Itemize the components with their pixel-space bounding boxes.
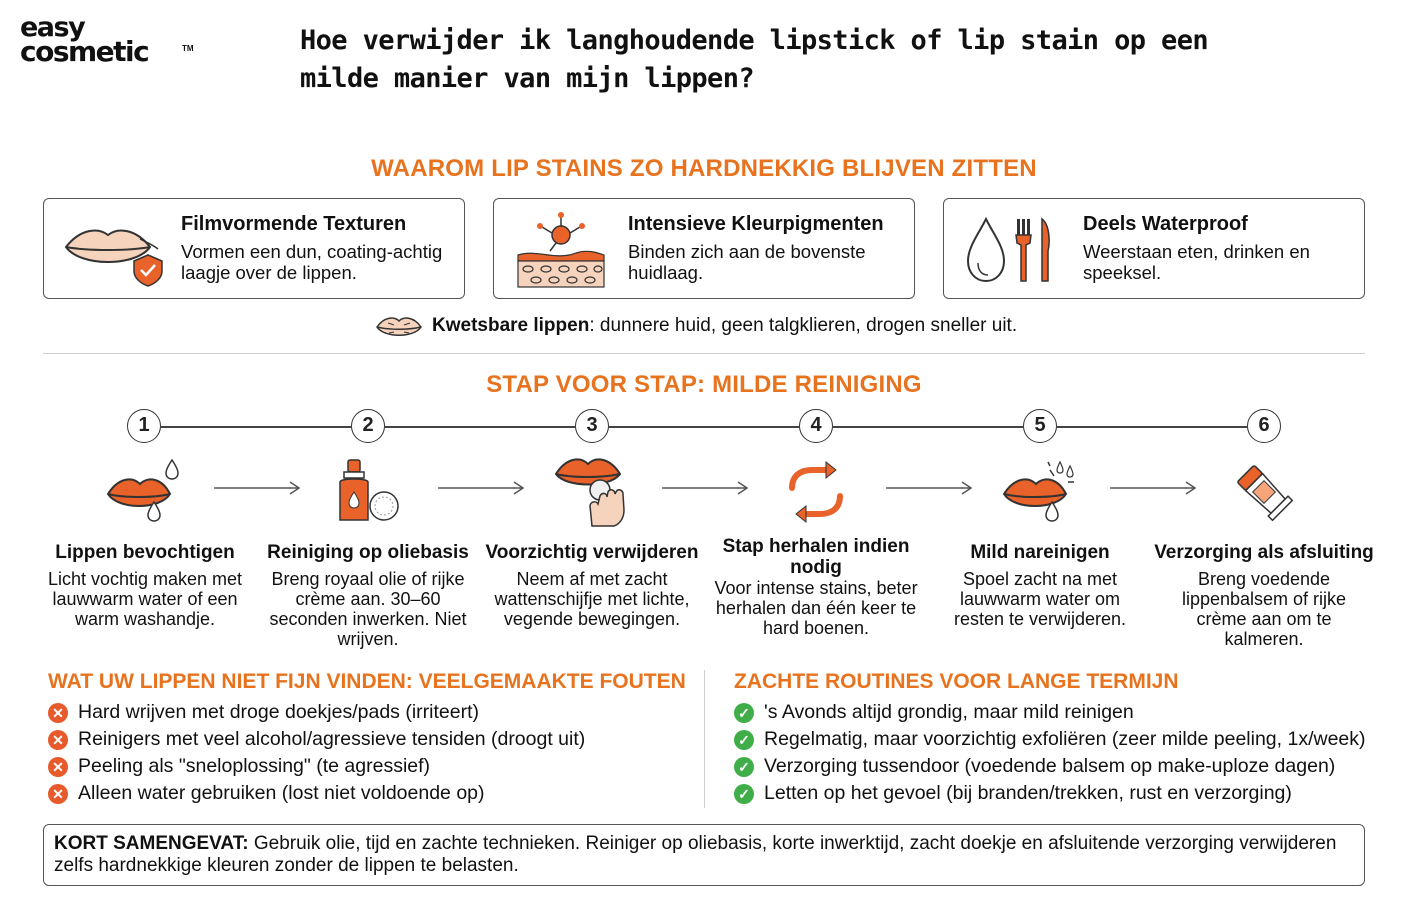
logo-line-2: cosmetic (20, 35, 149, 68)
mistake-text: Peeling als "sneloplossing" (te agressief) (78, 755, 431, 777)
mistake-item (48, 755, 688, 779)
card-text: Weerstaan eten, drinken en speeksel. (1083, 241, 1310, 283)
why-heading: WAAROM LIP STAINS ZO HARDNEKKIG BLIJVEN ZITTEN (371, 155, 1037, 182)
steps-heading: STAP VOOR STAP: MILDE REINIGING (486, 371, 922, 398)
routine-item (734, 701, 1394, 725)
step-arrow-icon (660, 478, 750, 498)
mistake-text: Hard wrijven met droge doekjes/pads (irriteert) (78, 701, 479, 723)
step-title: Stap herhalen indien nodig (722, 536, 910, 578)
routine-text: 's Avonds altijd grondig, maar mild reinigen (764, 701, 1134, 723)
card-text: Binden zich aan de bovenste huidlaag. (628, 241, 866, 283)
step-arrow-icon (1108, 478, 1198, 498)
step-text: Spoel zacht na met lauwwarm water om resten te verwijderen. (953, 569, 1127, 629)
routine-text: Letten op het gevoel (bij branden/trekken, rust en verzorging) (764, 782, 1292, 804)
note-bold: Kwetsbare lippen (432, 315, 590, 336)
routine-item (734, 728, 1394, 752)
summary-text: Gebruik olie, tijd en zachte technieken. Reiniger op oliebasis, korte inwerktijd, zacht doekje en afsluitende verzorging verwijderen zelfs hardnekkige kleuren zonder de lippen te belasten. (54, 833, 1337, 876)
step-arrow-icon (212, 478, 302, 498)
routine-text: Verzorging tussendoor (voedende balsem op make-uploze dagen) (764, 755, 1336, 777)
step-text: Neem af met zacht wattenschijfje met lichte, vegende bewegingen. (494, 569, 690, 629)
step-text: Licht vochtig maken met lauwwarm water of een warm washandje. (47, 569, 243, 629)
step-text: Breng royaal olie of rijke crème aan. 30–60 seconden inwerken. Niet wrijven. (269, 569, 467, 649)
timeline-connector (385, 426, 575, 428)
check-circle-icon: ✓ (734, 784, 754, 804)
column-divider (704, 670, 705, 808)
step-arrow-icon (436, 478, 526, 498)
mistake-text: Alleen water gebruiken (lost niet voldoende op) (78, 782, 485, 804)
routine-text: Regelmatig, maar voorzichtig exfoliëren (zeer milde peeling, 1x/week) (764, 728, 1366, 750)
mistake-text: Reinigers met veel alcohol/agressieve tensiden (droogt uit) (78, 728, 586, 750)
step-number: 6 (1247, 409, 1281, 443)
note-text (432, 315, 1017, 337)
routine-item (734, 755, 1394, 779)
summary-label: KORT SAMENGEVAT: (54, 833, 249, 854)
mistake-item (48, 701, 688, 725)
step-number: 5 (1023, 409, 1057, 443)
step-title: Lippen bevochtigen (55, 542, 235, 563)
page-title: Hoe verwijder ik langhoudende lipstick of lip stain op een milde manier van mijn lippen? (300, 25, 1209, 94)
brand-logo (20, 12, 194, 72)
step-title: Mild nareinigen (970, 542, 1110, 563)
step-text: Voor intense stains, beter herhalen dan één keer te hard boenen. (714, 578, 918, 638)
summary-box (43, 824, 1365, 886)
card-title: Filmvormende Texturen (181, 213, 407, 235)
step-number: 2 (351, 409, 385, 443)
timeline-connector (1057, 426, 1247, 428)
drop-fork-knife-icon (964, 215, 1054, 285)
step-number: 1 (127, 409, 161, 443)
mistake-item (48, 728, 688, 752)
logo-line-1: easy (20, 12, 85, 43)
x-circle-icon: ✕ (48, 784, 68, 804)
timeline-connector (609, 426, 799, 428)
pigment-skin-icon (516, 211, 606, 289)
card-title: Intensieve Kleurpigmenten (628, 213, 884, 235)
check-circle-icon: ✓ (734, 757, 754, 777)
note-rest: : dunnere huid, geen talgklieren, drogen sneller uit. (589, 315, 1018, 336)
repeat-arrows-icon (776, 452, 856, 532)
lips-splash-icon (1000, 452, 1080, 532)
check-circle-icon: ✓ (734, 730, 754, 750)
step-title: Reiniging op oliebasis (267, 542, 469, 563)
why-card-film (43, 198, 465, 299)
routine-item (734, 782, 1394, 806)
oil-bottle-pad-icon (328, 452, 408, 532)
lips-water-drop-icon (104, 452, 184, 532)
x-circle-icon: ✕ (48, 703, 68, 723)
hand-cotton-pad-icon (552, 452, 632, 532)
lips-outline-icon (374, 313, 424, 341)
timeline-connector (833, 426, 1023, 428)
section-divider (43, 353, 1365, 354)
lips-shield-icon (58, 217, 168, 287)
step-number: 4 (799, 409, 833, 443)
why-card-waterproof (943, 198, 1365, 299)
mistake-item (48, 782, 688, 806)
x-circle-icon: ✕ (48, 730, 68, 750)
x-circle-icon: ✕ (48, 757, 68, 777)
timeline-connector (161, 426, 351, 428)
step-title: Voorzichtig verwijderen (485, 542, 699, 563)
card-title: Deels Waterproof (1083, 213, 1248, 235)
routines-heading: ZACHTE ROUTINES VOOR LANGE TERMIJN (734, 670, 1179, 693)
mistakes-heading: WAT UW LIPPEN NIET FIJN VINDEN: VEELGEMAAKTE FOUTEN (48, 670, 686, 693)
card-text: Vormen een dun, coating-achtig laagje over de lippen. (181, 241, 443, 283)
step-text: Breng voedende lippenbalsem of rijke crème aan om te kalmeren. (1181, 569, 1347, 649)
logo-trademark: TM (182, 44, 194, 53)
step-title: Verzorging als afsluiting (1154, 542, 1374, 563)
step-number: 3 (575, 409, 609, 443)
step-arrow-icon (884, 478, 974, 498)
check-circle-icon: ✓ (734, 703, 754, 723)
balm-tube-icon (1224, 452, 1304, 532)
why-card-pigments (493, 198, 915, 299)
vulnerable-lips-note (370, 311, 1070, 341)
